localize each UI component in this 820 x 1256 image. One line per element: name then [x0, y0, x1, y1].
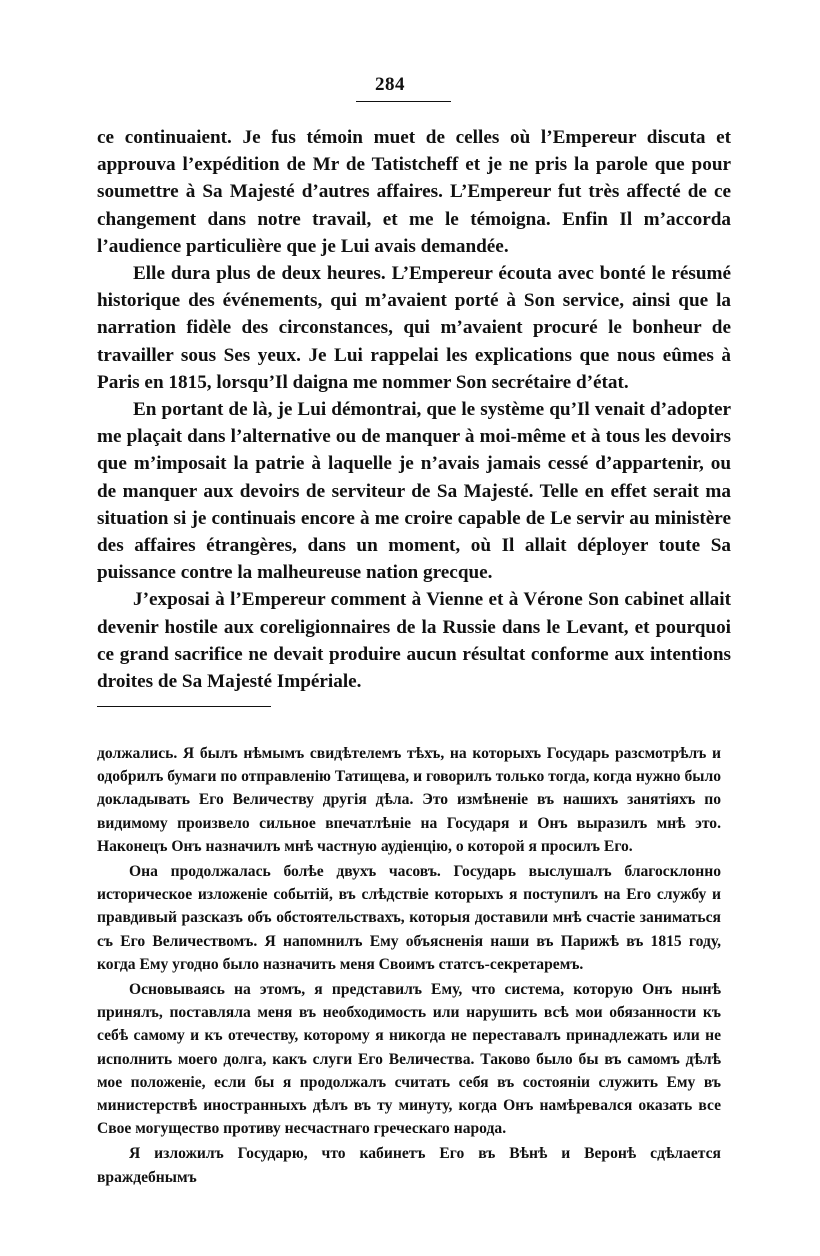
- russian-paragraph: должались. Я былъ нѣмымъ свидѣтелемъ тѣхъ, на которыхъ Государь разсмотрѣлъ и одобрилъ бумаги по отправленію Татищева, и говорилъ только тогда, когда нужно было докладывать Его Величеству другія дѣла. Это измѣненіе въ нашихъ занятіяхъ по видимому произвело сильное впечатлѣніе на Государя и Онъ выразилъ мнѣ это. Наконецъ Онъ назначилъ мнѣ частную аудіенцію, о которой я просилъ Его.: [97, 745, 721, 855]
- page-number-rule: [356, 101, 451, 102]
- french-text-block: [97, 124, 731, 695]
- french-paragraph: Elle dura plus de deux heures. L’Empereur écouta avec bonté le résumé historique des événements, qui m’avaient porté à Son service, ainsi que la narration fidèle des circonstances, qui m’avaient procuré le bonheur de travailler sous Ses yeux. Je Lui rappelai les explications que nous eûmes à Paris en 1815, lorsqu’Il daigna me nommer Son secrétaire d’état.: [97, 263, 731, 393]
- russian-paragraph: Я изложилъ Государю, что кабинетъ Его въ Вѣнѣ и Веронѣ сдѣлается враждебнымъ: [97, 1145, 721, 1186]
- french-paragraph: En portant de là, je Lui démontrai, que le système qu’Il venait d’adopter me plaçait dans l’alternative ou de manquer à moi-même et à tous les devoirs que m’imposait la patrie à laquelle je n’avais jamais cessé d’appartenir, ou de manquer aux devoirs de serviteur de Sa Majesté. Telle en effet serait ma situation si je continuais encore à me croire capable de Le servir au ministère des affaires étrangères, dans un moment, où Il allait déployer toute Sa puissance contre la malheureuse nation grecque.: [97, 399, 731, 584]
- russian-paragraph: Она продолжалась болѣе двухъ часовъ. Государь выслушалъ благосклонно историческое изложеніе событій, въ слѣдствіе которыхъ я поступилъ на Его службу и правдивый разсказъ объ обстоятельствахъ, которыя доставили мнѣ счастіе заниматься съ Его Величествомъ. Я напомнилъ Ему объясненія наши въ Парижѣ въ 1815 году, когда Ему угодно было назначить меня Своимъ статсъ-секретаремъ.: [97, 863, 721, 973]
- page-number: 284: [375, 74, 405, 95]
- french-paragraph: ce continuaient. Je fus témoin muet de celles où l’Empereur discuta et approuva l’expédition de Mr de Tatistcheff et je ne pris la parole que pour soumettre à Sa Majesté d’autres affaires. L’Empereur fut très affecté de ce changement dans notre travail, et me le témoigna. Enfin Il m’accorda l’audience particulière que je Lui avais demandée.: [97, 127, 731, 257]
- footnote-divider: [97, 706, 271, 707]
- french-paragraph: J’exposai à l’Empereur comment à Vienne et à Vérone Son cabinet allait devenir hostile aux coreligionnaires de la Russie dans le Levant, et pourquoi ce grand sacrifice ne devait produire aucun résultat conforme aux intentions droites de Sa Majesté Impériale.: [97, 589, 731, 693]
- russian-translation-block: [97, 742, 721, 1189]
- russian-paragraph: Основываясь на этомъ, я представилъ Ему, что система, которую Онъ нынѣ принялъ, поставляла меня въ необходимость или нарушить всѣ мои обязанности къ себѣ самому и къ отечеству, которому я никогда не переставалъ принадлежать или не исполнить моего долга, какъ слуги Его Величества. Таково было бы въ самомъ дѣлѣ мое положеніе, если бы я продолжалъ считать себя въ состояніи служить Ему въ министерствѣ иностранныхъ дѣлъ въ ту минуту, когда Онъ намѣревался оказать все Свое могущество противу несчастнаго греческаго народа.: [97, 981, 721, 1138]
